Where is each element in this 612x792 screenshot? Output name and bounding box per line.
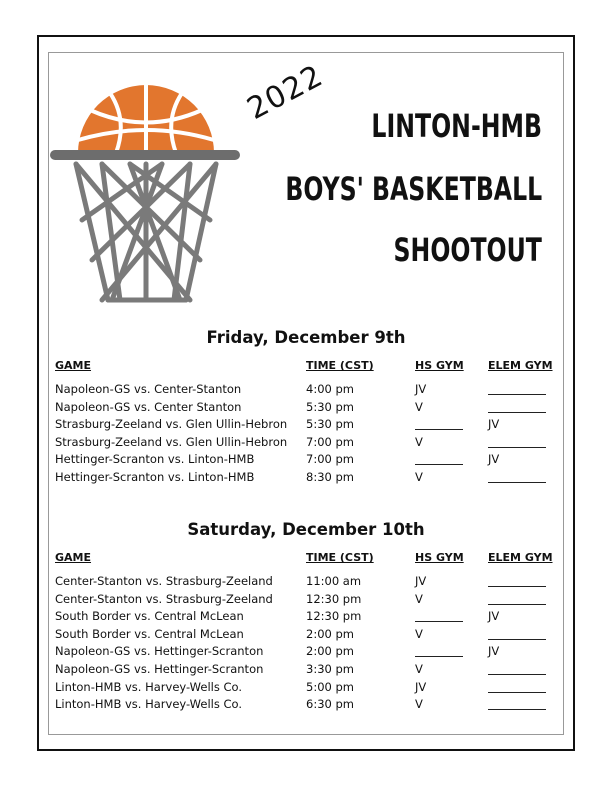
- time-cell: 5:30 pm: [306, 399, 354, 414]
- game-cell: Napoleon-GS vs. Hettinger-Scranton: [55, 662, 264, 676]
- hs-gym-blank-line: [415, 429, 463, 430]
- elem-gym-cell: JV: [488, 609, 500, 624]
- game-cell: Center-Stanton vs. Strasburg-Zeeland: [55, 574, 273, 588]
- title-line-1: LINTON-HMB: [371, 107, 542, 145]
- header-game: GAME: [55, 551, 92, 564]
- hs-gym-cell: V: [415, 626, 423, 641]
- hs-gym-cell: V: [415, 591, 423, 606]
- hs-gym-cell: JV: [415, 574, 427, 588]
- game-cell: Napoleon-GS vs. Center Stanton: [55, 399, 242, 414]
- time-cell: 7:00 pm: [306, 434, 354, 449]
- header-time: TIME (CST): [306, 359, 374, 372]
- hs-gym-cell: V: [415, 399, 423, 414]
- time-cell: 12:30 pm: [306, 591, 362, 606]
- elem-gym-blank-line: [488, 639, 546, 640]
- time-cell: 3:30 pm: [306, 662, 354, 676]
- basketball-hoop-icon: [50, 60, 242, 308]
- game-cell: Napoleon-GS vs. Hettinger-Scranton: [55, 644, 264, 659]
- game-cell: Linton-HMB vs. Harvey-Wells Co.: [55, 697, 243, 712]
- game-cell: Center-Stanton vs. Strasburg-Zeeland: [55, 591, 273, 606]
- elem-gym-blank-line: [488, 586, 546, 587]
- title-line-2: BOYS' BASKETBALL: [285, 170, 542, 208]
- hs-gym-blank-line: [415, 464, 463, 465]
- game-cell: Strasburg-Zeeland vs. Glen Ullin-Hebron: [55, 417, 288, 432]
- time-cell: 2:00 pm: [306, 644, 354, 659]
- elem-gym-blank-line: [488, 412, 546, 413]
- hs-gym-cell: V: [415, 697, 423, 712]
- game-cell: South Border vs. Central McLean: [55, 609, 244, 624]
- elem-gym-blank-line: [488, 447, 546, 448]
- header-hs-gym: HS GYM: [415, 359, 464, 372]
- hs-gym-blank-line: [415, 621, 463, 622]
- elem-gym-blank-line: [488, 482, 546, 483]
- elem-gym-blank-line: [488, 674, 546, 675]
- time-cell: 12:30 pm: [306, 609, 362, 624]
- day-heading: Saturday, December 10th: [187, 520, 425, 539]
- time-cell: 8:30 pm: [306, 470, 354, 484]
- time-cell: 2:00 pm: [306, 626, 354, 641]
- hs-gym-cell: JV: [415, 679, 427, 694]
- elem-gym-blank-line: [488, 692, 546, 693]
- hs-gym-blank-line: [415, 656, 463, 657]
- game-cell: Linton-HMB vs. Harvey-Wells Co.: [55, 679, 243, 694]
- game-cell: Hettinger-Scranton vs. Linton-HMB: [55, 470, 255, 484]
- time-cell: 7:00 pm: [306, 452, 354, 467]
- day-heading: Friday, December 9th: [206, 328, 406, 347]
- hs-gym-cell: V: [415, 662, 423, 676]
- hs-gym-cell: JV: [415, 382, 427, 396]
- game-cell: Strasburg-Zeeland vs. Glen Ullin-Hebron: [55, 434, 288, 449]
- game-cell: Napoleon-GS vs. Center-Stanton: [55, 382, 242, 396]
- elem-gym-cell: JV: [488, 644, 500, 659]
- title-year: 2022: [241, 58, 329, 127]
- game-cell: Hettinger-Scranton vs. Linton-HMB: [55, 452, 255, 467]
- header-game: GAME: [55, 359, 92, 372]
- elem-gym-blank-line: [488, 709, 546, 710]
- elem-gym-cell: JV: [488, 452, 500, 467]
- header-elem-gym: ELEM GYM: [488, 551, 553, 564]
- time-cell: 4:00 pm: [306, 382, 354, 396]
- hs-gym-cell: V: [415, 434, 423, 449]
- header-hs-gym: HS GYM: [415, 551, 464, 564]
- header-time: TIME (CST): [306, 551, 374, 564]
- game-cell: South Border vs. Central McLean: [55, 626, 244, 641]
- title-line-3: SHOOTOUT: [393, 231, 542, 269]
- header-elem-gym: ELEM GYM: [488, 359, 553, 372]
- time-cell: 5:30 pm: [306, 417, 354, 432]
- time-cell: 5:00 pm: [306, 679, 354, 694]
- elem-gym-cell: JV: [488, 417, 500, 432]
- time-cell: 11:00 am: [306, 574, 362, 588]
- hs-gym-cell: V: [415, 470, 423, 484]
- elem-gym-blank-line: [488, 604, 546, 605]
- elem-gym-blank-line: [488, 394, 546, 395]
- time-cell: 6:30 pm: [306, 697, 354, 712]
